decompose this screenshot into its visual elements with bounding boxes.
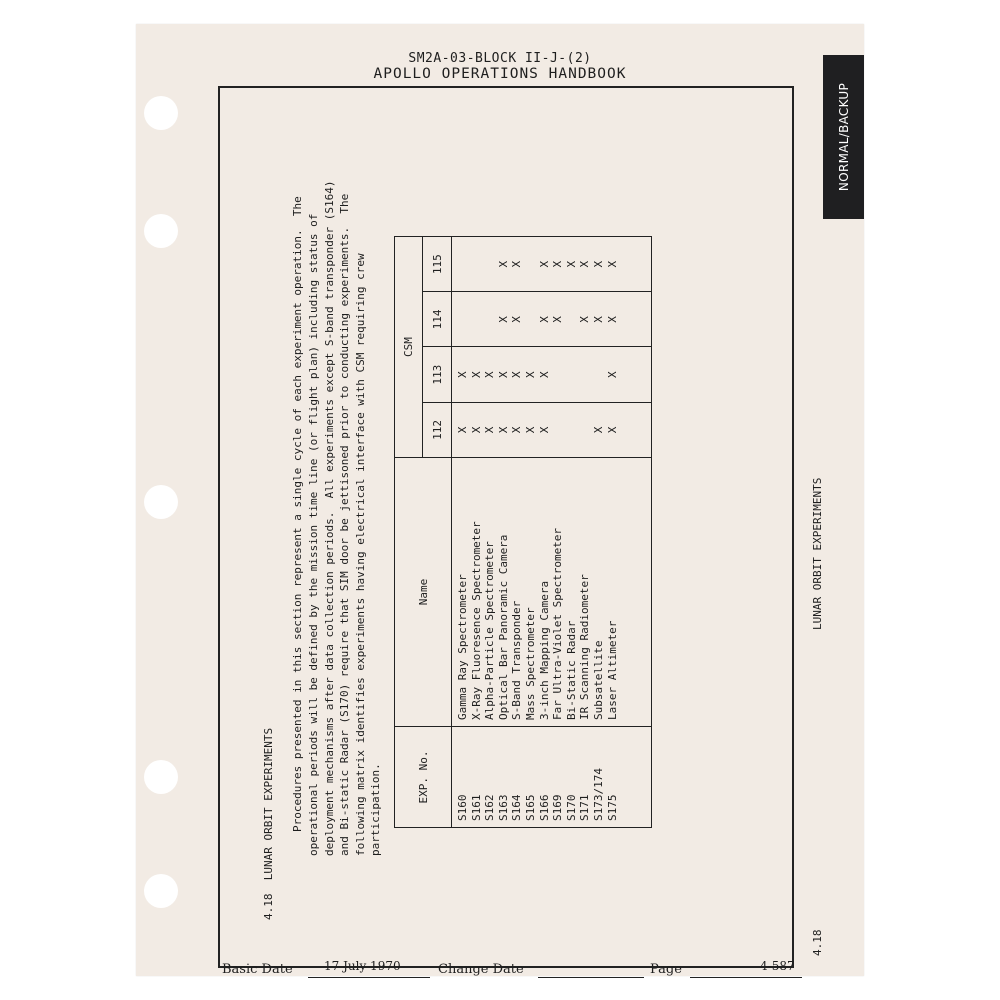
binder-hole [144,214,178,248]
csm-112-marks: X X X X X X X X X [452,402,652,457]
handbook-page [136,24,864,976]
tab-label: NORMAL/BACKUP [836,82,851,192]
csm-115-marks: X X X X X X X X [452,237,652,292]
col-header-113: 113 [423,347,452,402]
binder-hole [144,760,178,794]
body-line: and Bi-static Radar (S170) require that SIM door be jettisoned prior to conducting experiments. The [338,193,351,856]
page-number: 4-587 [760,959,795,973]
binder-hole [144,485,178,519]
section-heading-block [261,728,277,920]
side-section-title: LUNAR ORBIT EXPERIMENTS [811,477,824,630]
csm-114-marks: X X X X X X X [452,292,652,347]
section-title: LUNAR ORBIT EXPERIMENTS [262,727,275,881]
experiment-name-list: Gamma Ray Spectrometer X-Ray Fluoresence Spectrometer Alpha-Particle Spectrometer Optical Bar Panoramic Camera S-Band Transponder Mass Spectrometer 3-inch Mapping Camera Far Ultra-Violet Spectrometer Bi-Static Radar IR Scanning Radiometer Subsatellite Laser Altimeter [452,458,652,727]
section-heading [261,728,277,920]
side-section-number: 4.18 [811,929,824,956]
binder-hole [144,96,178,130]
handbook-title: APOLLO OPERATIONS HANDBOOK [373,66,627,82]
section-number: 4.18 [262,893,275,920]
body-line: Procedures presented in this section represent a single cycle of each experiment operation. The [291,196,304,832]
page-label: Page [650,962,682,977]
basic-date-label: Basic Date [222,962,293,977]
body-line: participation. [369,763,382,856]
page-footer [220,959,860,980]
body-line: deployment mechanisms after data collection periods. All experiments except S-band transponder (S164) [322,180,336,856]
section-body-rest [306,180,384,856]
col-header-112: 112 [423,402,452,457]
basic-date-line [308,977,430,978]
body-line: operational periods will be defined by the mission time line (or flight plan) including status of [307,213,320,856]
col-header-exp-no: EXP. No. [395,727,452,828]
exp-number-list: S160 S161 S162 S163 S164 S165 S166 S169 S170 S171 S173/174 S175 [452,727,652,828]
binder-hole [144,874,178,908]
normal-backup-tab[interactable] [823,55,864,219]
change-date-line [538,977,644,978]
col-header-name: Name [395,458,452,727]
page-line [690,977,802,978]
csm-113-marks: X X X X X X X X [452,347,652,402]
change-date-label: Change Date [438,962,524,977]
basic-date-value: 17 July 1970 [324,959,401,973]
body-line: following matrix identifies experiments having electrical interface with CSM requiring crew [353,253,367,856]
col-header-csm: CSM [395,237,423,458]
section-body [290,196,306,832]
experiment-table [394,236,652,828]
document-number: SM2A-03-BLOCK II-J-(2) [408,51,592,66]
col-header-114: 114 [423,292,452,347]
col-header-115: 115 [423,237,452,292]
experiment-matrix [394,236,652,828]
